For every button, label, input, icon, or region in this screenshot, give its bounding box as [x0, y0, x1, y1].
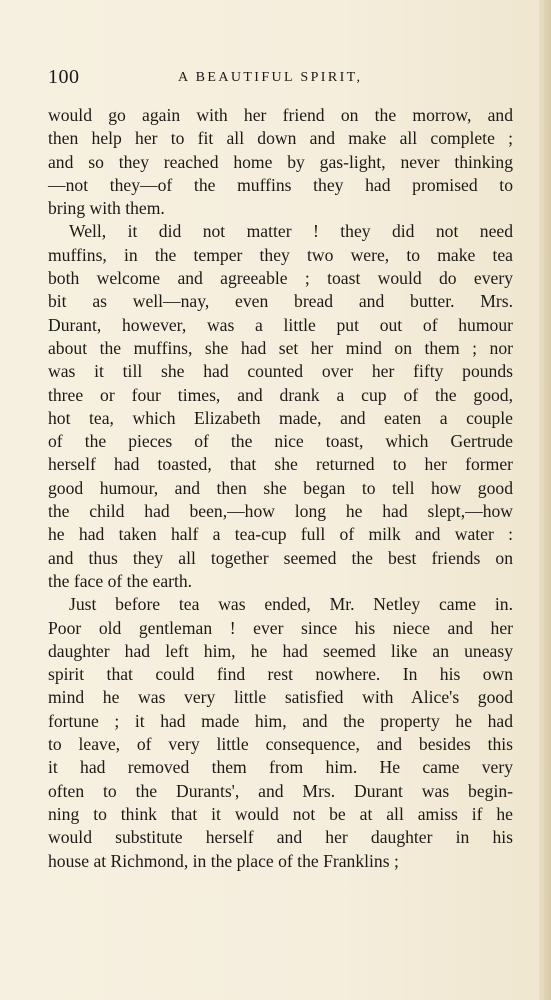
text-line: the child had been,—how long he had slept,—how [48, 501, 513, 522]
text-line: daughter had left him, he had seemed like an uneasy [48, 640, 513, 661]
paragraph [48, 220, 513, 593]
text-line: three or four times, and drank a cup of the good, [48, 384, 513, 405]
text-line: herself had toasted, that she returned to her former [48, 454, 513, 475]
text-line: ning to think that it would not be at all amiss if he [48, 803, 513, 824]
text-line: bring with them. [48, 198, 165, 219]
paragraph [48, 593, 513, 873]
text-line: fortune ; it had made him, and the property he had [48, 710, 513, 731]
text-line: the face of the earth. [48, 570, 193, 591]
text-line: house at Richmond, in the place of the Franklins ; [48, 850, 399, 871]
text-line: would go again with her friend on the morrow, and [48, 105, 513, 125]
text-line: mind he was very little satisfied with Alice's good [48, 687, 513, 708]
text-line: then help her to fit all down and make all complete ; [48, 128, 513, 149]
text-line: —not they—of the muffins they had promised to [48, 174, 513, 195]
text-line: it had removed them from him. He came very [48, 757, 513, 778]
page-header [48, 66, 513, 94]
body-text [48, 104, 513, 873]
text-line: both welcome and agreeable ; toast would do every [48, 268, 513, 289]
text-line: hot tea, which Elizabeth made, and eaten a couple [48, 407, 513, 428]
text-line: would substitute herself and her daughter in his [48, 827, 513, 848]
text-line: muffins, in the temper they two were, to make tea [48, 244, 513, 265]
text-line: often to the Durants', and Mrs. Durant was begin- [48, 780, 513, 801]
text-line: Durant, however, was a little put out of humour [48, 314, 513, 335]
text-line: about the muffins, she had set her mind on them ; nor [48, 337, 513, 358]
text-line: of the pieces of the nice toast, which Gertrude [48, 431, 513, 452]
page-edge [539, 0, 551, 1000]
paragraph [48, 104, 513, 220]
text-line: bit as well—nay, even bread and butter. Mrs. [48, 291, 513, 312]
text-line: good humour, and then she began to tell how good [48, 477, 513, 498]
text-line: he had taken half a tea-cup full of milk and water : [48, 524, 513, 545]
text-line: Well, it did not matter ! they did not need [69, 221, 513, 242]
running-head: A BEAUTIFUL SPIRIT, [178, 70, 363, 85]
text-line: and so they reached home by gas-light, never thinking [48, 151, 513, 172]
page-number: 100 [48, 66, 80, 88]
text-line: to leave, of very little consequence, and besides this [48, 734, 513, 755]
text-line: Poor old gentleman ! ever since his niece and her [48, 617, 513, 638]
text-line: was it till she had counted over her fifty pounds [48, 361, 513, 382]
text-line: spirit that could find rest nowhere. In his own [48, 664, 513, 685]
text-line: and thus they all together seemed the best friends on [48, 547, 513, 568]
text-line: Just before tea was ended, Mr. Netley came in. [69, 594, 513, 615]
